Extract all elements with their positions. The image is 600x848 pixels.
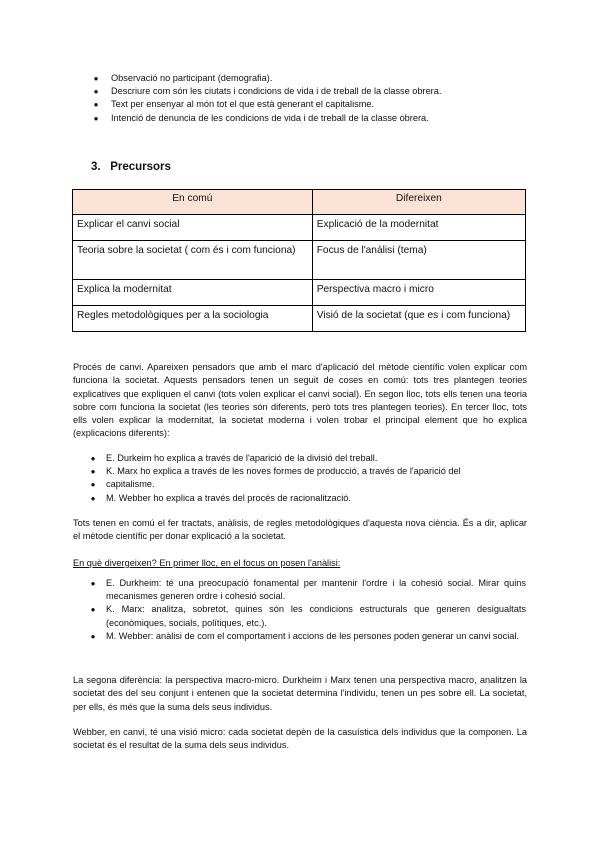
column-header: En comú <box>73 190 313 215</box>
list-item: ● K. Marx: analitza, sobretot, quines són les condicions estructurals que generen desigualtats (econòmiques, socials, polítiques, etc.). <box>88 603 526 629</box>
table-cell: Explicar el canvi social <box>73 215 313 241</box>
bullet-icon: ● <box>90 493 96 503</box>
bullet-icon: ● <box>93 113 99 123</box>
table-cell: Regles metodològiques per a la sociologia <box>73 306 313 332</box>
list-item: ● E. Durkeim ho explica a través de l'aparició de la divisió del treball. <box>88 452 526 465</box>
section-title: Precursors <box>110 161 171 173</box>
table-cell: Visió de la societat (que es i com funciona) <box>312 306 525 332</box>
bullet-icon: ● <box>90 467 96 477</box>
table-cell: Explicació de la modernitat <box>312 215 525 241</box>
table-cell: Focus de l'anàlisi (tema) <box>312 241 525 280</box>
list-item: ● Descriure com són les ciutats i condicions de vida i de treball de la classe obrera. <box>91 85 511 98</box>
paragraph-divergence-question: En què divergeixen? En primer lloc, en el focus on posen l'anàlisi: <box>73 558 341 568</box>
list-item: ● K. Marx ho explica a través de les noves formes de producció, a través de l'aparició del <box>88 465 526 478</box>
list-item: ● M. Webber ho explica a través del procés de racionalització. <box>88 492 526 505</box>
list-item: ● Observació no participant (demografia). <box>91 72 511 85</box>
bullet-icon: ● <box>93 87 99 97</box>
table-row <box>73 215 526 241</box>
intro-bullet-list <box>91 72 511 125</box>
table-row <box>73 306 526 332</box>
bullet-icon: ● <box>90 605 96 615</box>
bullet-icon: ● <box>90 454 96 463</box>
list-item: ● E. Durkheim: té una preocupació fonamental per mantenir l'ordre i la cohesió social. Mirar quins mecanismes generen ordre i cohesió social. <box>88 577 526 603</box>
table-cell: Teoria sobre la societat ( com és i com funciona) <box>73 241 313 280</box>
paragraph-change-process: Procés de canvi. Apareixen pensadors que amb el marc d'aplicació del mètode científic volen explicar com funciona la societat. Aquests pensadors tenen un seguit de coses en comú: tots tres plantegen teories explicatives que expliquen el canvi (tots volen explicar el canvi social). En segon lloc, tots ells tenen una teoria sobre com funciona la societat (les teories són diferents, però tots tres plantegen teories). En tercer lloc, tots ells volen explicar la modernitat, la societat moderna i volen trobar el principal element que ho explica (explicacions diferents): <box>73 362 527 439</box>
section-heading <box>91 161 171 173</box>
section-number: 3. <box>91 161 101 173</box>
paragraph-common-rules: Tots tenen en comú el fer tractats, anàlisis, de regles metodològiques d'aquesta nova ciència. És a dir, aplicar el mètode científic per donar explicació a la societat. <box>73 518 527 542</box>
bullet-icon: ● <box>90 579 96 588</box>
table-cell: Perspectiva macro i micro <box>312 280 525 306</box>
list-item: ● Text per ensenyar al món tot el que està generant el capitalisme. <box>91 98 511 111</box>
paragraph-webber-micro: Webber, en canvi, té una visió micro: cada societat depèn de la casuística dels individus que la componen. La societat és el resultat de la suma dels seus individus. <box>73 727 527 751</box>
paragraph-macro-micro: La segona diferència: la perspectiva macro-micro. Durkheim i Marx tenen una perspectiva macro, analitzen la societat des del seu conjunt i entenen que la societat determina l'individu, tenen un pes sobre ell. La societat, per ells, és més que la suma dels seus individus. <box>73 675 527 712</box>
list-item: ● Intenció de denuncia de les condicions de vida i de treball de la classe obrera. <box>91 112 511 125</box>
bullet-icon: ● <box>93 74 99 83</box>
explanations-bullet-list <box>88 452 526 505</box>
table-header-row <box>73 190 526 215</box>
column-header: Difereixen <box>312 190 525 215</box>
table-cell: Explica la modernitat <box>73 280 313 306</box>
divergence-bullet-list <box>88 577 526 643</box>
table-row <box>73 280 526 306</box>
precursors-table <box>72 189 526 332</box>
list-item: ● M. Webber: anàlisi de com el comportament i accions de les persones poden generar un canvi social. <box>88 630 526 643</box>
bullet-icon: ● <box>93 100 99 110</box>
table-row <box>73 241 526 280</box>
list-item: ● capitalisme. <box>88 478 526 491</box>
bullet-icon: ● <box>90 480 96 490</box>
bullet-icon: ● <box>90 631 96 641</box>
